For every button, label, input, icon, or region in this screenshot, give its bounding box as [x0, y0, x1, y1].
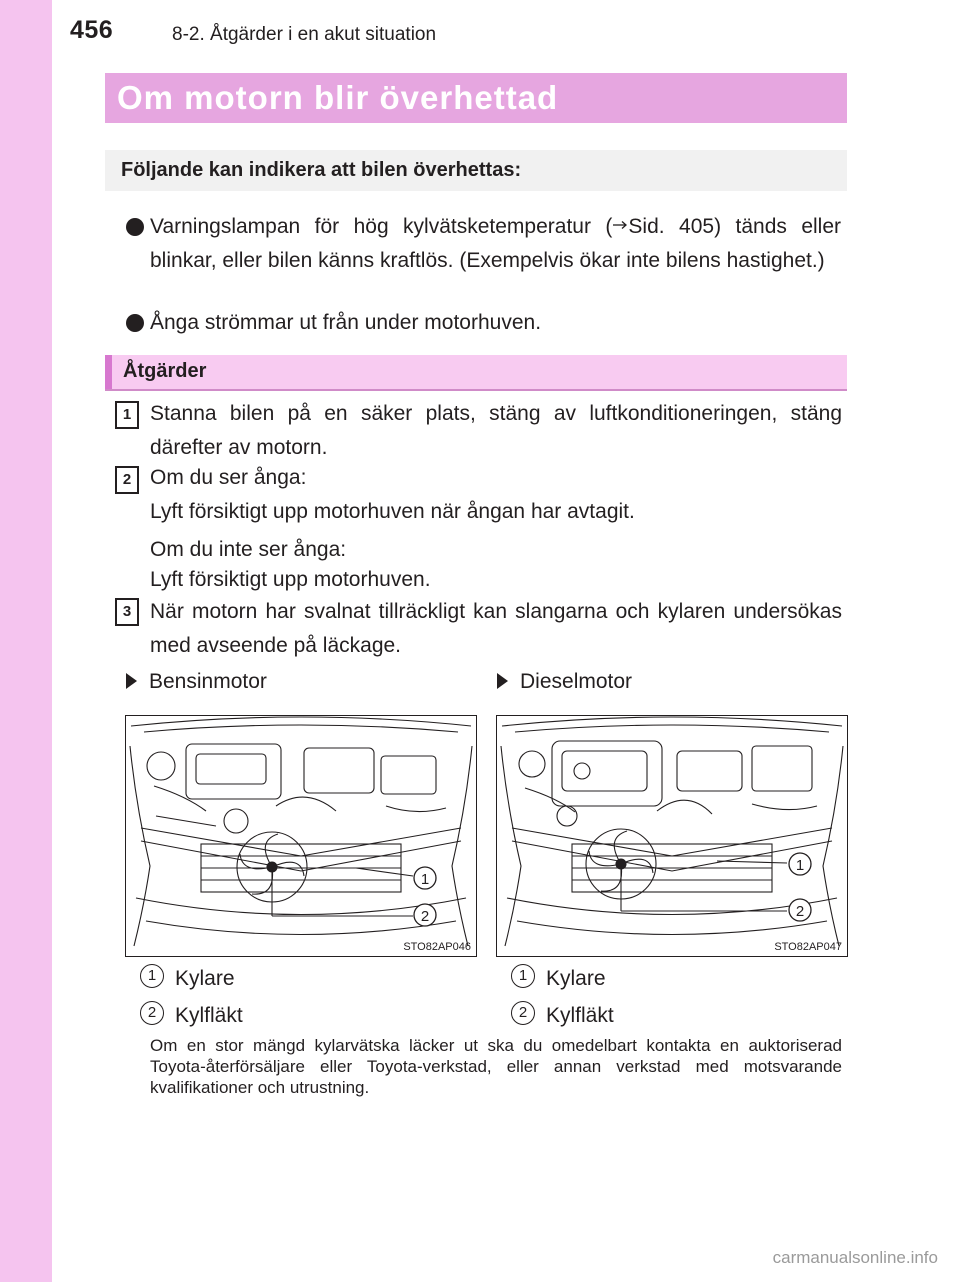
step-text: Om du inte ser ånga: — [150, 538, 347, 561]
callout-1 — [414, 867, 436, 889]
bullet-dot-icon — [126, 314, 144, 332]
svg-text:1: 1 — [420, 871, 430, 888]
figure-heading-petrol — [126, 670, 267, 694]
svg-text:2: 2 — [795, 903, 805, 920]
step-number-badge: 3 — [115, 598, 139, 626]
figure-code: STO82AP047 — [774, 941, 842, 953]
svg-text:1: 1 — [795, 857, 805, 874]
engine-bay-drawing — [126, 716, 476, 956]
svg-text:2: 2 — [420, 908, 430, 925]
sign-text-after: ) tänds eller blinkar, eller bilen känns kraftlös. (Exempelvis ökar inte bilens hastighet.) — [150, 215, 842, 272]
legend-label: Kylfläkt — [546, 1004, 614, 1027]
triangle-pointer-icon — [497, 673, 508, 689]
triangle-pointer-icon — [126, 673, 137, 689]
list-item — [126, 306, 841, 340]
bullet-dot-icon — [126, 218, 144, 236]
title-bar — [105, 73, 847, 123]
page-side-tab — [0, 0, 52, 1282]
callout-2 — [789, 899, 811, 921]
engine-illustration-diesel — [496, 715, 848, 957]
page-title: Om motorn blir överhettad — [117, 79, 559, 116]
step-number-badge: 2 — [115, 466, 139, 494]
page-number: 456 — [70, 16, 114, 44]
legend-number: 2 — [140, 1001, 164, 1025]
watermark: carmanualsonline.info — [772, 1248, 938, 1267]
step-number-badge: 1 — [115, 401, 139, 429]
legend-number: 1 — [140, 964, 164, 988]
list-item-text: Ånga strömmar ut från under motorhuven. — [150, 311, 542, 334]
callout-1 — [789, 853, 811, 875]
list-item — [126, 210, 841, 278]
legend-label: Kylare — [546, 967, 606, 990]
legend-number: 2 — [511, 1001, 535, 1025]
actions-heading-bar — [105, 355, 847, 391]
sign-text-before: Varningslampan för hög kylvätsketemperatur ( — [150, 215, 613, 238]
engine-illustration-petrol — [125, 715, 477, 957]
actions-heading: Åtgärder — [123, 360, 207, 382]
warning-note: Om en stor mängd kylarvätska läcker ut ska du omedelbart kontakta en auktoriserad Toyota-återförsäljare eller Toyota-verkstad, eller annan verkstad med motsvarande kvalifikationer och utrustning. — [150, 1036, 842, 1097]
legend-label: Kylfläkt — [175, 1004, 243, 1027]
figure-heading-text: Dieselmotor — [520, 670, 633, 693]
signs-heading: Följande kan indikera att bilen överhettas: — [121, 159, 522, 181]
callout-2 — [414, 904, 436, 926]
figure-code: STO82AP046 — [403, 941, 471, 953]
step-text: När motorn har svalnat tillräckligt kan slangarna och kylaren undersökas med avseende på läckage. — [150, 600, 842, 657]
step-text: Lyft försiktigt upp motorhuven. — [150, 568, 431, 591]
legend-label: Kylare — [175, 967, 235, 990]
list-item-text — [150, 210, 841, 278]
figure-heading-text: Bensinmotor — [149, 670, 267, 693]
figure-heading-diesel — [497, 670, 632, 694]
arrow-right-icon — [612, 220, 628, 230]
section-title: 8-2. Åtgärder i en akut situation — [172, 24, 437, 45]
page-reference-link[interactable]: Sid. 405 — [628, 215, 715, 238]
step-text: Om du ser ånga: — [150, 466, 307, 489]
legend-number: 1 — [511, 964, 535, 988]
engine-bay-drawing — [497, 716, 847, 956]
signs-heading-bar — [105, 150, 847, 191]
step-text: Stanna bilen på en säker plats, stäng av luftkonditioneringen, stäng därefter av motorn. — [150, 402, 842, 459]
step-text: Lyft försiktigt upp motorhuven när ångan har avtagit. — [150, 500, 635, 523]
